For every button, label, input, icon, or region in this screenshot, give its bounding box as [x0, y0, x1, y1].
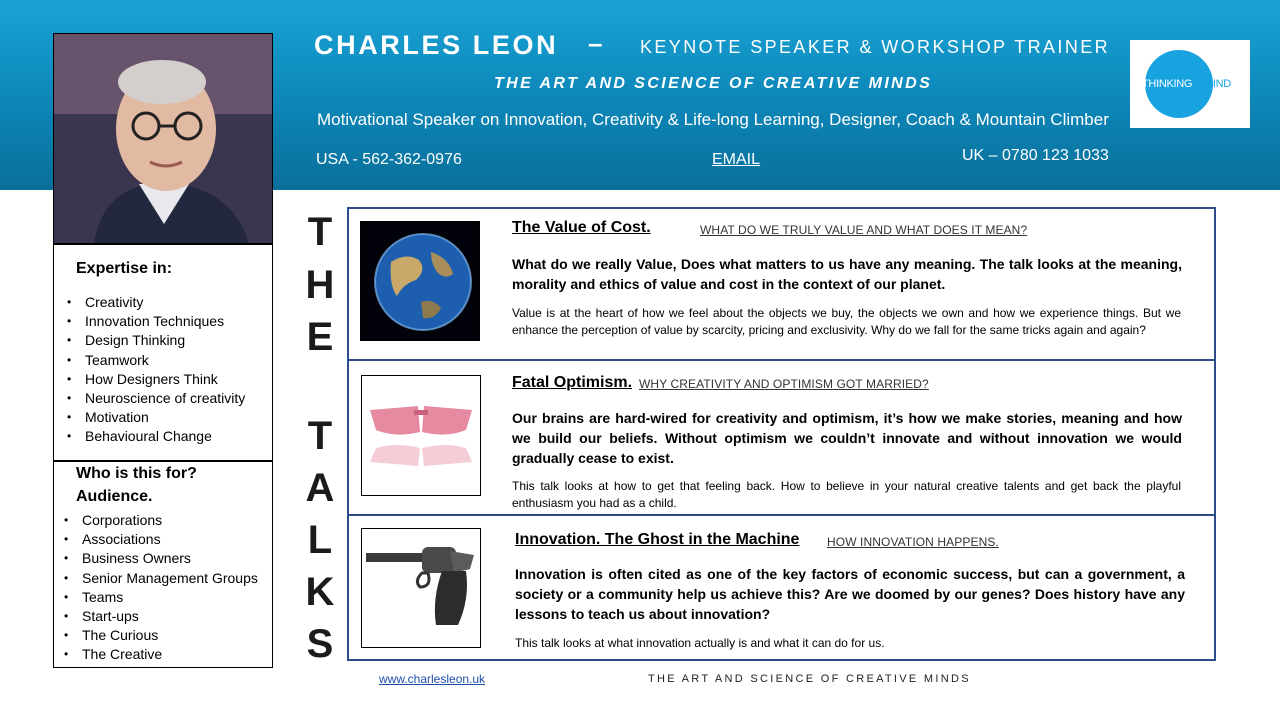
talks-letter-t1: T: [307, 210, 333, 254]
talks-letter-l: L: [307, 518, 333, 562]
list-item: • Innovation Techniques: [67, 312, 245, 331]
talk-1-title: The Value of Cost.: [512, 219, 651, 236]
logo-text-thinking: THINKING: [1142, 78, 1193, 90]
talk-1-lead: What do we really Value, Does what matters to us have any meaning. The talk looks at the meaning, morality and ethics of value and cost in the context of our planet.: [512, 256, 1182, 292]
footer-tagline: THE ART AND SCIENCE OF CREATIVE MINDS: [648, 673, 971, 685]
talk-3-lead: Innovation is often cited as one of the key factors of economic success, but can a government, a society or a community help us achieve this? Are we doomed by our genes? Does history have any lessons to teach us about innovation?: [515, 566, 1185, 622]
audience-box: [53, 461, 273, 668]
list-item: • Teamwork: [67, 351, 245, 370]
list-item: • Senior Management Groups: [64, 569, 258, 588]
speaker-photo: [53, 33, 273, 244]
talks-letter-k: K: [305, 570, 335, 614]
list-item: • Corporations: [64, 511, 258, 530]
list-item: • The Creative: [64, 645, 258, 664]
talk-2-body: This talk looks at how to get that feeling back. How to believe in your natural creative talents and get back the playful enthusiasm you had as a child.: [512, 479, 1181, 510]
revolver-image: [361, 528, 481, 648]
list-item: • Start-ups: [64, 607, 258, 626]
list-item: • Teams: [64, 588, 258, 607]
talks-letter-h: H: [305, 263, 335, 307]
sunglasses-image: [361, 375, 481, 496]
talk-2-title: Fatal Optimism.: [512, 374, 633, 391]
audience-subtitle: Audience.: [76, 488, 153, 505]
expertise-title: Expertise in:: [76, 260, 173, 277]
list-item: • Creativity: [67, 293, 245, 312]
name-dash: –: [588, 28, 603, 58]
talk-2-lead: Our brains are hard-wired for creativity and optimism, it’s how we make stories, meaning and how we build our beliefs. Without optimism we couldn’t innovate and without innovation we would gradually cease to exist.: [512, 410, 1182, 466]
list-item: • Motivation: [67, 408, 245, 427]
list-item: • Associations: [64, 530, 258, 549]
expertise-list: [67, 293, 245, 447]
speaker-name: CHARLES LEON: [314, 30, 559, 60]
website-link[interactable]: www.charlesleon.uk: [379, 672, 486, 686]
list-item: • Business Owners: [64, 549, 258, 568]
phone-usa: USA - 562-362-0976: [316, 151, 462, 168]
talk-2-subtitle: WHY CREATIVITY AND OPTIMISM GOT MARRIED?: [639, 377, 929, 391]
talk-3-body: This talk looks at what innovation actually is and what it can do for us.: [515, 636, 885, 650]
talk-3-title: Innovation. The Ghost in the Machine: [515, 531, 800, 548]
talks-letter-t2: T: [307, 414, 333, 458]
expertise-box: [53, 244, 273, 461]
logo-text-mind: MIND: [1204, 78, 1231, 90]
list-item: • Design Thinking: [67, 331, 245, 350]
thinking-mind-logo: [1130, 40, 1250, 128]
talks-divider: [347, 359, 1216, 361]
email-link[interactable]: EMAIL: [712, 151, 761, 168]
talks-letter-a: A: [305, 466, 335, 510]
header-tagline: THE ART AND SCIENCE OF CREATIVE MINDS: [494, 75, 933, 92]
talk-1-subtitle: WHAT DO WE TRULY VALUE AND WHAT DOES IT MEAN?: [700, 223, 1028, 237]
earth-image: [360, 221, 480, 341]
speaker-description: Motivational Speaker on Innovation, Creativity & Life-long Learning, Designer, Coach & Mountain Climber: [317, 110, 1109, 129]
talks-divider: [347, 514, 1216, 516]
list-item: • How Designers Think: [67, 370, 245, 389]
list-item: • The Curious: [64, 626, 258, 645]
talk-1-body: Value is at the heart of how we feel about the objects we buy, the objects we own and how we experience things. But we enhance the perception of value by scarcity, pricing and exclusivity. Why do we fall for the same tricks again and again?: [512, 306, 1181, 337]
list-item: • Behavioural Change: [67, 427, 245, 446]
talk-3-subtitle: HOW INNOVATION HAPPENS.: [827, 535, 999, 549]
talks-letter-e: E: [306, 315, 334, 359]
list-item: • Neuroscience of creativity: [67, 389, 245, 408]
phone-uk: UK – 0780 123 1033: [962, 147, 1109, 164]
audience-title: Who is this for?: [76, 465, 197, 482]
talks-letter-s: S: [306, 622, 334, 666]
speaker-role: KEYNOTE SPEAKER & WORKSHOP TRAINER: [640, 37, 1111, 57]
audience-list: [64, 511, 258, 665]
